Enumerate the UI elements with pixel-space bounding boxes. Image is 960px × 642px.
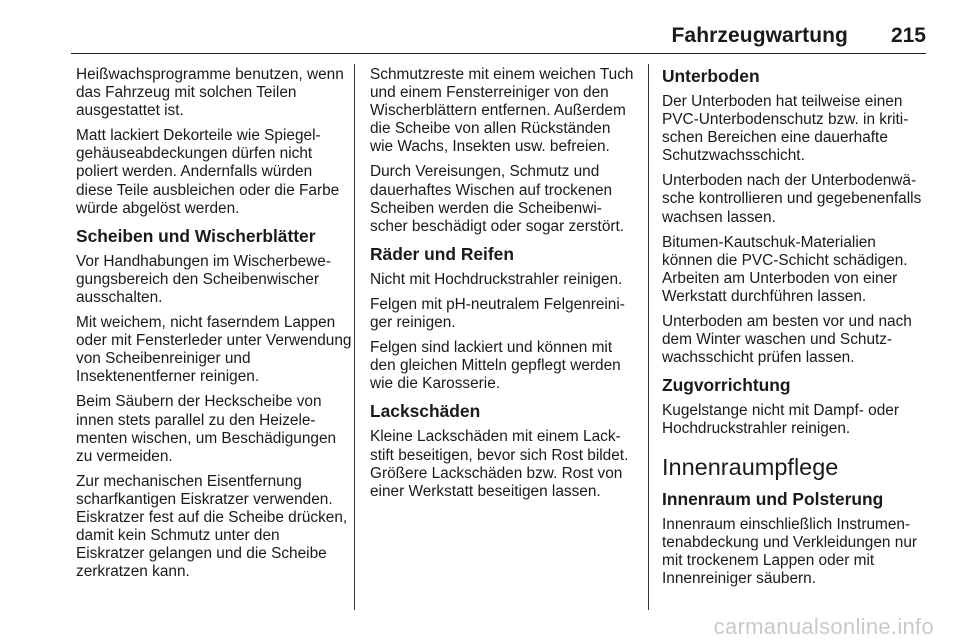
paragraph: Bitumen-Kautschuk-Materialien können die PVC-Schicht schädigen. Arbeiten am Unterboden von einer Werkstatt durchführen lassen.: [662, 233, 908, 305]
page-header: [0, 0, 960, 58]
column-divider-1: [354, 64, 355, 610]
paragraph: Felgen sind lackiert und können mit den gleichen Mitteln gepflegt werden wie die Karosserie.: [370, 339, 621, 393]
watermark: carmanualsonline.info: [713, 614, 934, 639]
paragraph: Vor Handhabungen im Wischerbewegungsbereich den Scheibenwischer ausschalten.: [76, 252, 331, 306]
paragraph: Innenraum einschließlich Instrumentenabdeckung und Verkleidungen nur mit trockenem Lappen oder mit Innenreiniger säubern.: [662, 515, 918, 587]
column-2: [370, 66, 634, 508]
paragraph: Beim Säubern der Heckscheibe von innen stets parallel zu den Heizelementen wischen, um Beschädigungen zu vermeiden.: [76, 393, 337, 465]
heading-zugvorrichtung: Zugvorrichtung: [662, 375, 791, 396]
column-3: [662, 66, 928, 595]
paragraph: Matt lackiert Dekorteile wie Spiegelgehäuseabdeckungen dürfen nicht poliert werden. Andernfalls würden diese Teile ausbleichen oder die Farbe würde abgelöst werden.: [76, 127, 340, 217]
paragraph: Durch Vereisungen, Schmutz und dauerhaftes Wischen auf trockenen Scheiben werden die Scheibenwischer beschädigt oder sogar zerstört.: [370, 163, 625, 235]
header-divider: [71, 53, 926, 54]
paragraph: Unterboden nach der Unterbodenwäsche kontrollieren und gegebenenfalls wachsen lassen.: [662, 172, 922, 226]
heading-raeder: Räder und Reifen: [370, 243, 514, 264]
paragraph: Mit weichem, nicht faserndem Lappen oder mit Fensterleder unter Verwendung von Scheibenreiniger und Insektenentferner reinigen.: [76, 314, 352, 386]
column-1: [76, 66, 352, 588]
heading-innenraumpflege: Innenraumpflege: [662, 453, 839, 480]
column-divider-2: [648, 64, 649, 610]
paragraph: Unterboden am besten vor und nach dem Winter waschen und Schutzwachsschicht prüfen lassen.: [662, 313, 912, 367]
paragraph: Kugelstange nicht mit Dampf- oder Hochdruckstrahler reinigen.: [662, 402, 899, 438]
page-number: 215: [890, 24, 926, 47]
paragraph: Nicht mit Hochdruckstrahler reinigen.: [370, 270, 623, 288]
section-title: Fahrzeugwartung: [671, 24, 848, 47]
paragraph: Zur mechanischen Eisentfernung scharfkantigen Eiskratzer verwenden. Eiskratzer fest auf die Scheibe drücken, damit kein Schmutz unter den Eiskratzer gelangen und die Scheibe zerkratzen kann.: [76, 472, 348, 581]
paragraph: Schmutzreste mit einem weichen Tuch und einem Fensterreiniger von den Wischerblättern entfernen. Außerdem die Scheibe von allen Rückständen wie Wachs, Insekten usw. befreien.: [370, 66, 634, 156]
heading-innenraum-polsterung: Innenraum und Polsterung: [662, 488, 884, 509]
paragraph: Kleine Lackschäden mit einem Lackstift beseitigen, bevor sich Rost bildet. Größere Lackschäden bzw. Rost von einer Werkstatt beseitigen lassen.: [370, 428, 629, 500]
paragraph: Der Unterboden hat teilweise einen PVC-Unterbodenschutz bzw. in kritischen Bereichen eine dauerhafte Schutzwachsschicht.: [662, 93, 909, 165]
paragraph: Felgen mit pH-neutralem Felgenreiniger reinigen.: [370, 295, 625, 332]
heading-lackschaeden: Lackschäden: [370, 401, 481, 422]
heading-unterboden: Unterboden: [662, 66, 760, 86]
paragraph: Heißwachsprogramme benutzen, wenn das Fahrzeug mit solchen Teilen ausgestattet ist.: [76, 66, 344, 120]
heading-scheiben: Scheiben und Wischerblätter: [76, 225, 316, 246]
